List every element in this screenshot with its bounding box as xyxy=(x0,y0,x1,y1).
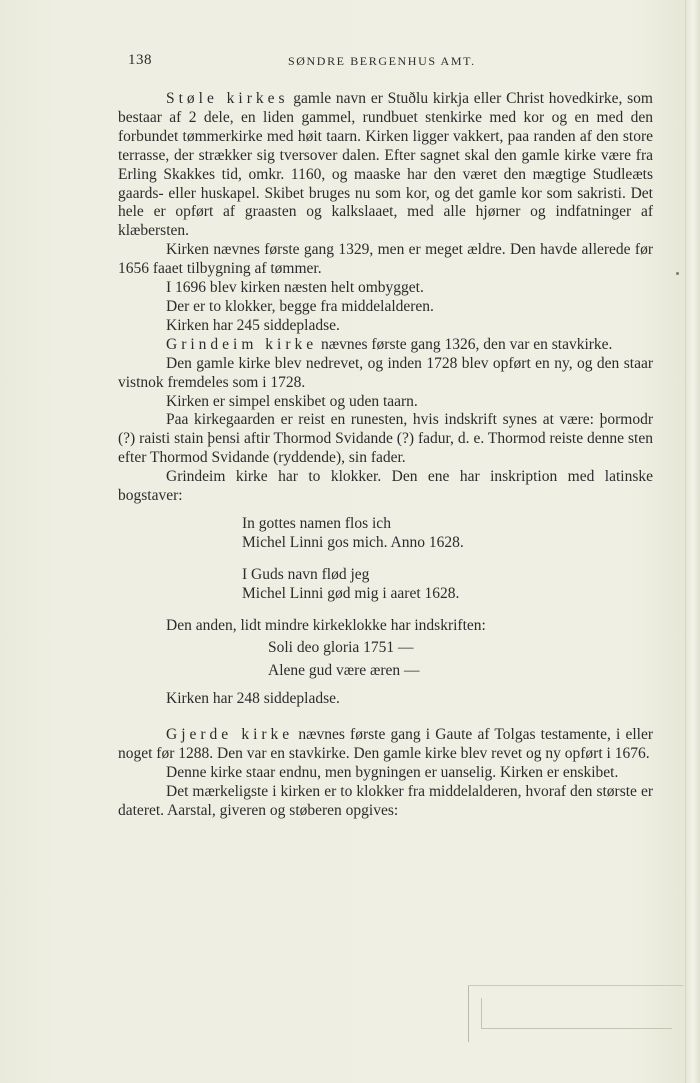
verse-line: Soli deo gloria 1751 — xyxy=(268,639,414,657)
paragraph: I 1696 blev kirken næsten helt ombygget. xyxy=(166,279,424,297)
paragraph: Denne kirke staar endnu, men bygningen er uanselig. Kirken er enskibet. xyxy=(166,764,619,781)
page-edge xyxy=(685,0,700,1083)
page-number: 138 xyxy=(128,52,152,68)
paragraph: Kirken er simpel enskibet og uden taarn. xyxy=(166,392,418,410)
paragraph-gjerde xyxy=(118,726,653,764)
paragraph-text: nævnes første gang 1326, den var en stavkirke. xyxy=(317,335,613,353)
paragraph: Kirken har 245 siddepladse. xyxy=(166,316,340,334)
paragraph-grindeim xyxy=(118,336,653,355)
running-head: SØNDRE BERGENHUS AMT. xyxy=(288,54,476,68)
verse-line: I Guds navn flød jeg xyxy=(242,565,370,583)
verse-line: Michel Linni gød mig i aaret 1628. xyxy=(242,584,460,602)
body-text xyxy=(118,90,653,821)
paragraph: Kirken nævnes første gang 1329, men er meget ældre. Den havde allerede før 1656 faaet tilbygning af tømmer. xyxy=(118,241,653,278)
paragraph: Paa kirkegaarden er reist en runesten, hvis indskrift synes at være: þormodr (?) raisti stain þensi aftir Thormod Svidande (?) fadur, d. e. Thormod reiste denne sten efter Thormod Svidande (ryddende), sin fader. xyxy=(118,411,653,467)
paragraph: Det mærkeligste i kirken er to klokker fra middelalderen, hvoraf den største er dateret. Aarstal, giveren og støberen opgives: xyxy=(118,782,653,819)
paragraph-text: gamle navn er Stuðlu kirkja eller Christ hovedkirke, som bestaar af 2 dele, en liden gammel, rundbuet stenkirke med kor og en med den forbundet tømmerkirke med høit taarn. Kirken ligger vakkert, paa randen af den store terrasse, der strækker sig tversover dalen. Efter sagnet skal den gamle kirke være fra Erling Skakkes tid, omkr. 1160, og maaske har den været den mægtige Studleæts gaards- eller huskapel. Skibet bruges nu som kor, og det gamle kor som sakristi. Det hele er opført af graasten og kalkslaaet, med alle hjørner og indfatninger af klæbersten. xyxy=(118,90,653,240)
spaced-heading-stole: Støle kirkes xyxy=(166,90,289,107)
library-stamp-box xyxy=(481,998,672,1029)
paragraph-text: nævnes første gang i Gaute af Tolgas testamente, i eller noget før 1288. Den var en stavkirke. Den gamle kirke blev revet og ny opført i 1676. xyxy=(118,726,654,763)
spaced-heading-grindeim: Grindeim kirke xyxy=(166,335,318,353)
verse-line: Alene gud være æren — xyxy=(268,662,420,680)
paragraph-stole xyxy=(118,90,653,241)
verse-line: In gottes namen flos ich xyxy=(242,514,391,532)
library-stamp xyxy=(468,985,683,1042)
verse-line: Michel Linni gos mich. Anno 1628. xyxy=(242,533,464,551)
paragraph: Kirken har 248 siddepladse. xyxy=(166,690,340,708)
paragraph: Grindeim kirke har to klokker. Den ene har inskription med latinske bogstaver: xyxy=(118,468,653,505)
paper-speck xyxy=(676,272,679,275)
page-header xyxy=(128,52,648,72)
paragraph: Den anden, lidt mindre kirkeklokke har indskriften: xyxy=(166,616,486,634)
paragraph: Der er to klokker, begge fra middelalderen. xyxy=(166,297,434,315)
spaced-heading-gjerde: Gjerde kirke xyxy=(166,726,294,744)
paragraph: Den gamle kirke blev nedrevet, og inden 1728 blev opført en ny, og den staar vistnok fremdeles som i 1728. xyxy=(118,354,653,391)
